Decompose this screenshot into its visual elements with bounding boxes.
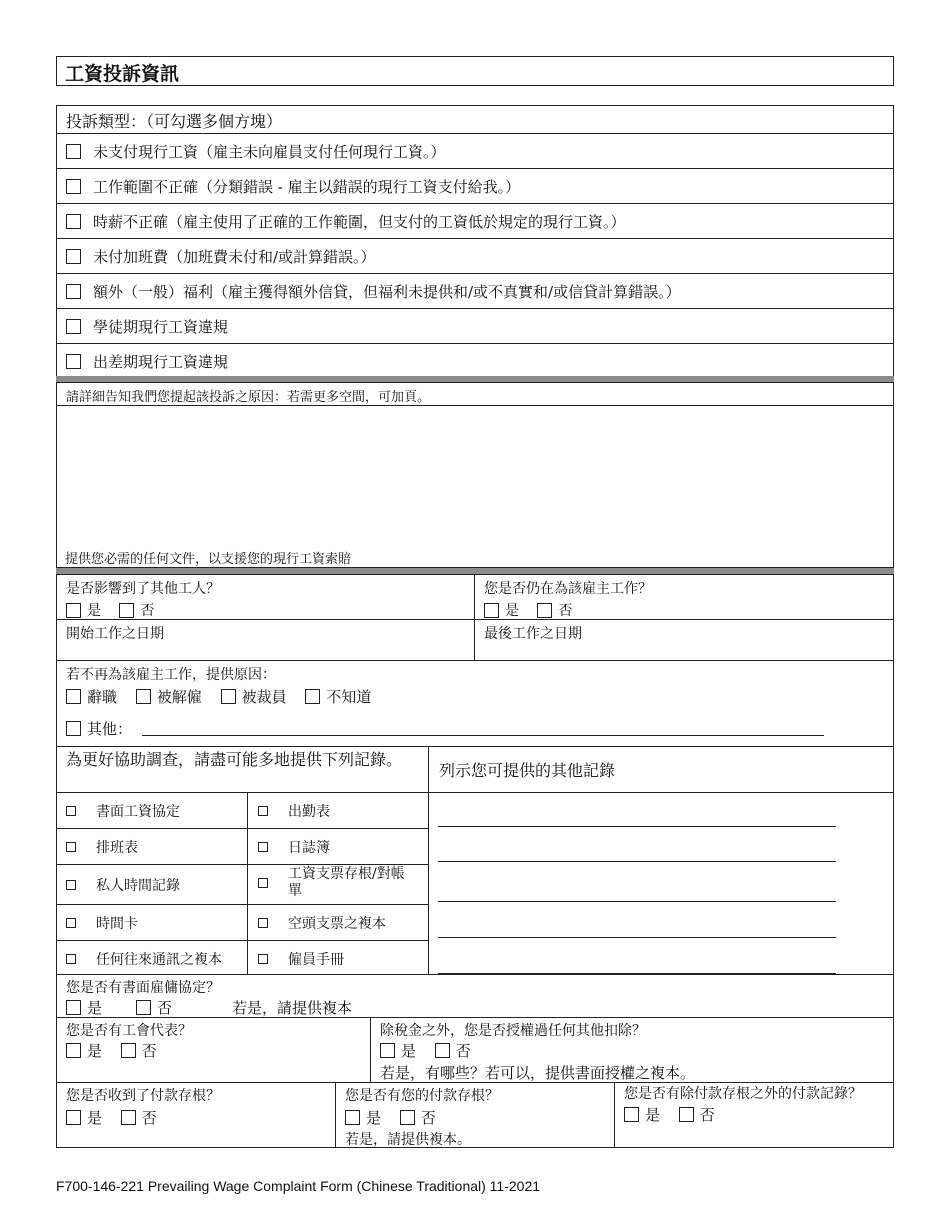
yes-checkbox[interactable] — [380, 1043, 395, 1058]
option-label: 被裁員 — [241, 688, 287, 706]
checkbox[interactable] — [66, 284, 81, 299]
yes-label: 是 — [87, 603, 101, 619]
checkbox[interactable] — [66, 954, 76, 964]
union-rep-question: 您是否有工會代表？ — [66, 1023, 192, 1039]
others-affected-cell — [56, 574, 475, 620]
start-date-cell[interactable] — [56, 619, 475, 661]
records-header-right-label: 列示您可提供的其他記錄 — [439, 761, 616, 780]
written-agreement-note: 若是，請提供複本 — [232, 999, 353, 1017]
yes-checkbox[interactable] — [66, 1110, 81, 1125]
option-label: 不知道 — [326, 688, 372, 706]
union-rep-cell — [56, 1017, 371, 1083]
complaint-option-row[interactable] — [56, 204, 894, 239]
other-label: 其他： — [87, 720, 133, 738]
form-title: 工資投訴資訊 — [56, 56, 894, 86]
yes-checkbox[interactable] — [66, 1000, 81, 1015]
yes-checkbox[interactable] — [484, 603, 499, 618]
checkbox[interactable] — [66, 144, 81, 159]
complaint-option-row[interactable] — [56, 239, 894, 274]
complaint-option-label: 未付加班費（加班費未付和/或計算錯誤。） — [93, 247, 376, 266]
complaint-type-label: 投訴類型：（可勾選多個方塊） — [66, 112, 283, 131]
unknown-checkbox[interactable] — [305, 689, 320, 704]
no-checkbox[interactable] — [537, 603, 552, 618]
reason-prompt-row — [56, 382, 894, 406]
deductions-note: 若是，有哪些？若可以，提供書面授權之複本。 — [380, 1064, 696, 1082]
records-header-right — [428, 746, 894, 793]
start-date-label: 開始工作之日期 — [66, 626, 164, 642]
complaint-option-label: 工作範圍不正確（分類錯誤 - 雇主以錯誤的現行工資支付給我。） — [93, 177, 521, 196]
resigned-checkbox[interactable] — [66, 689, 81, 704]
no-label: 否 — [140, 603, 155, 619]
no-checkbox[interactable] — [400, 1110, 415, 1125]
written-agreement-cell — [56, 975, 894, 1018]
deductions-cell — [370, 1017, 894, 1083]
record-item[interactable] — [258, 837, 330, 857]
form-footer: F700-146-221 Prevailing Wage Complaint Form (Chinese Traditional) 11-2021 — [56, 1178, 541, 1194]
record-item[interactable] — [258, 913, 386, 933]
record-item[interactable] — [66, 837, 138, 857]
yes-checkbox[interactable] — [624, 1107, 639, 1122]
yes-label: 是 — [87, 1042, 103, 1060]
other-payment-records-cell — [614, 1082, 894, 1148]
still-working-cell — [474, 574, 894, 620]
record-label: 日誌簿 — [288, 840, 330, 856]
no-checkbox[interactable] — [679, 1107, 694, 1122]
other-records-line[interactable] — [438, 973, 836, 974]
reason-prompt: 請詳細告知我們您提起該投訴之原因：若需更多空間，可加頁。 — [66, 390, 431, 405]
yes-checkbox[interactable] — [66, 603, 81, 618]
checkbox[interactable] — [66, 249, 81, 264]
still-working-label: 您是否仍在為該雇主工作？ — [484, 581, 652, 597]
fired-checkbox[interactable] — [136, 689, 151, 704]
other-records-line[interactable] — [438, 901, 836, 902]
record-label: 任何往來通訊之複本 — [96, 952, 222, 968]
last-date-label: 最後工作之日期 — [484, 626, 582, 642]
no-label: 否 — [558, 603, 573, 619]
checkbox[interactable] — [258, 918, 268, 928]
complaint-option-row[interactable] — [56, 134, 894, 169]
stubs-received-cell — [56, 1082, 336, 1148]
other-input-line[interactable] — [142, 721, 824, 736]
have-stubs-note: 若是，請提供複本。 — [345, 1132, 471, 1148]
other-checkbox[interactable] — [66, 721, 81, 736]
record-item[interactable] — [258, 949, 344, 969]
no-checkbox[interactable] — [121, 1043, 136, 1058]
others-affected-label: 是否影響到了其他工人？ — [66, 581, 220, 597]
checkbox[interactable] — [66, 319, 81, 334]
yes-label: 是 — [87, 1109, 103, 1127]
no-checkbox[interactable] — [435, 1043, 450, 1058]
other-records-line[interactable] — [438, 861, 836, 862]
option-label: 被解僱 — [156, 688, 202, 706]
checkbox[interactable] — [66, 918, 76, 928]
stubs-received-question: 您是否收到了付款存根？ — [66, 1088, 220, 1104]
laid-off-checkbox[interactable] — [221, 689, 236, 704]
no-label: 否 — [141, 1042, 157, 1060]
no-checkbox[interactable] — [119, 603, 134, 618]
checkbox[interactable] — [258, 842, 268, 852]
complaint-option-row[interactable] — [56, 309, 894, 344]
docs-note: 提供您必需的任何文件，以支援您的現行工資索賠 — [65, 552, 352, 567]
complaint-option-label: 未支付現行工資（雇主未向雇員支付任何現行工資。） — [93, 142, 446, 161]
checkbox[interactable] — [66, 354, 81, 369]
record-label: 書面工資協定 — [96, 804, 180, 820]
other-payment-records-question: 您是否有除付款存根之外的付款記錄？ — [624, 1086, 862, 1102]
other-records-line[interactable] — [438, 826, 836, 827]
complaint-option-row[interactable] — [56, 344, 894, 379]
record-item[interactable] — [66, 801, 180, 821]
yes-checkbox[interactable] — [66, 1043, 81, 1058]
complaint-option-label: 額外（一般）福利（雇主獲得額外信貸，但福利未提供和/或不真實和/或信貸計算錯誤。） — [93, 282, 681, 301]
have-stubs-question: 您是否有您的付款存根？ — [345, 1088, 499, 1104]
record-label: 時間卡 — [96, 916, 138, 932]
last-date-cell[interactable] — [474, 619, 894, 661]
yes-label: 是 — [87, 999, 103, 1017]
record-label: 排班表 — [96, 840, 138, 856]
other-records-area — [428, 792, 894, 975]
checkbox[interactable] — [258, 954, 268, 964]
checkbox[interactable] — [66, 179, 81, 194]
complaint-option-label: 時薪不正確（雇主使用了正確的工作範圍，但支付的工資低於規定的現行工資。） — [93, 212, 626, 231]
option-label: 辭職 — [87, 688, 118, 706]
yes-label: 是 — [366, 1109, 382, 1127]
record-label: 出勤表 — [288, 804, 330, 820]
yes-label: 是 — [401, 1042, 417, 1060]
not-working-section — [56, 660, 894, 747]
complaint-option-label: 學徒期現行工資違規 — [93, 317, 229, 336]
no-label: 否 — [420, 1109, 436, 1127]
checkbox[interactable] — [258, 806, 268, 816]
checkbox[interactable] — [66, 806, 76, 816]
record-item[interactable] — [66, 875, 180, 895]
no-label: 否 — [157, 999, 173, 1017]
not-working-prompt: 若不再為該雇主工作，提供原因： — [66, 667, 276, 683]
records-header-left — [56, 746, 429, 793]
record-item[interactable] — [258, 866, 416, 900]
checkbox[interactable] — [66, 842, 76, 852]
no-label: 否 — [699, 1106, 715, 1124]
record-label: 僱員手冊 — [288, 952, 344, 968]
reason-textarea[interactable] — [56, 405, 894, 568]
yes-label: 是 — [645, 1106, 661, 1124]
record-label: 私人時間記錄 — [96, 878, 180, 894]
have-stubs-cell — [335, 1082, 615, 1148]
deductions-question: 除稅金之外，您是否授權過任何其他扣除？ — [380, 1023, 646, 1039]
checkbox[interactable] — [66, 214, 81, 229]
record-item[interactable] — [66, 949, 222, 969]
yes-label: 是 — [505, 603, 519, 619]
no-label: 否 — [141, 1109, 157, 1127]
complaint-option-row[interactable] — [56, 274, 894, 309]
complaint-option-row[interactable] — [56, 169, 894, 204]
record-item[interactable] — [66, 913, 138, 933]
written-agreement-question: 您是否有書面雇傭協定？ — [66, 980, 220, 996]
record-label: 空頭支票之複本 — [288, 916, 386, 932]
complaint-type-header — [56, 105, 894, 134]
record-item[interactable] — [258, 801, 330, 821]
no-checkbox[interactable] — [136, 1000, 151, 1015]
no-label: 否 — [455, 1042, 471, 1060]
complaint-option-label: 出差期現行工資違規 — [93, 352, 229, 371]
other-records-line[interactable] — [438, 937, 836, 938]
yes-checkbox[interactable] — [345, 1110, 360, 1125]
records-header-left-label: 為更好協助調查，請盡可能多地提供下列記錄。 — [66, 750, 403, 769]
checkbox[interactable] — [66, 880, 76, 890]
no-checkbox[interactable] — [121, 1110, 136, 1125]
checkbox[interactable] — [258, 878, 268, 888]
record-label: 工資支票存根/對帳單 — [288, 866, 405, 899]
